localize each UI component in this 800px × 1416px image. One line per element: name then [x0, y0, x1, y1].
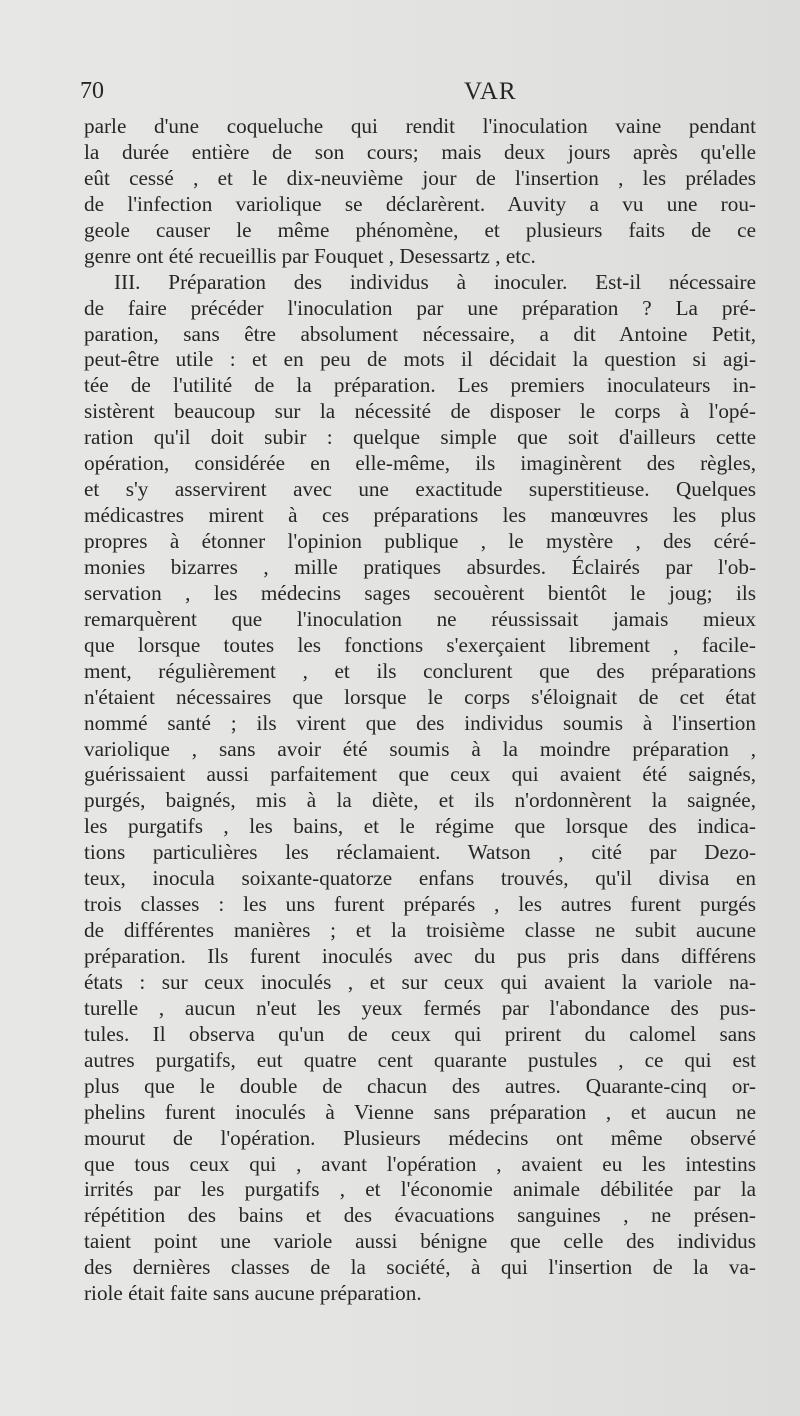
text-line: irrités par les purgatifs , et l'économie animale débilitée par la: [84, 1177, 756, 1202]
text-line: geole causer le même phénomène, et plusieurs faits de ce: [84, 217, 756, 242]
text-line: riole était faite sans aucune préparation.: [84, 1281, 422, 1306]
text-line: des dernières classes de la société, à qui l'insertion de la va-: [84, 1255, 756, 1280]
text-line: eût cessé , et le dix-neuvième jour de l'insertion , les prélades: [84, 165, 756, 190]
text-line: opération, considérée en elle-même, ils imaginèrent des règles,: [84, 451, 756, 476]
page-number: 70: [80, 78, 104, 104]
body-text: [84, 114, 756, 1307]
text-line: genre ont été recueillis par Fouquet , Desessartz , etc.: [84, 243, 536, 268]
running-head: VAR: [464, 78, 517, 105]
text-line: propres à étonner l'opinion publique , le mystère , des céré-: [84, 529, 756, 553]
text-line: parle d'une coqueluche qui rendit l'inoculation vaine pendant: [84, 114, 756, 138]
text-line: de différentes manières ; et la troisième classe ne subit aucune: [84, 918, 756, 943]
section-heading-line: III. Préparation des individus à inoculer. Est-il nécessaire: [114, 269, 756, 294]
text-line: peut-être utile : et en peu de mots il décidait la question si agi-: [84, 347, 756, 372]
text-line: servation , les médecins sages secouèrent bientôt le joug; ils: [84, 580, 756, 605]
text-line: que tous ceux qui , avant l'opération , avaient eu les intestins: [84, 1151, 756, 1176]
text-line: préparation. Ils furent inoculés avec du pus pris dans différens: [84, 944, 756, 968]
text-line: trois classes : les uns furent préparés , les autres furent purgés: [84, 892, 756, 917]
text-line: ment, régulièrement , et ils conclurent que des préparations: [84, 658, 756, 683]
text-line: phelins furent inoculés à Vienne sans préparation , et aucun ne: [84, 1099, 756, 1124]
text-line: que lorsque toutes les fonctions s'exerçaient librement , facile-: [84, 632, 756, 657]
text-line: la durée entière de son cours; mais deux jours après qu'elle: [84, 139, 756, 164]
text-line: de faire précéder l'inoculation par une préparation ? La pré-: [84, 295, 756, 320]
text-line: mourut de l'opération. Plusieurs médecins ont même observé: [84, 1125, 756, 1150]
text-line: turelle , aucun n'eut les yeux fermés par l'abondance des pus-: [84, 995, 756, 1020]
text-line: médicastres mirent à ces préparations les manœuvres les plus: [84, 503, 756, 528]
text-line: remarquèrent que l'inoculation ne réussissait jamais mieux: [84, 606, 756, 631]
text-line: teux, inocula soixante-quatorze enfans trouvés, qu'il divisa en: [84, 866, 756, 891]
text-line: purgés, baignés, mis à la diète, et ils n'ordonnèrent la saignée,: [84, 788, 756, 813]
text-line: tules. Il observa qu'un de ceux qui prirent du calomel sans: [84, 1021, 756, 1046]
text-line: états : sur ceux inoculés , et sur ceux qui avaient la variole na-: [84, 969, 756, 994]
text-line: les purgatifs , les bains, et le régime que lorsque des indica-: [84, 814, 756, 839]
page-header: [80, 78, 755, 114]
text-line: n'étaient nécessaires que lorsque le corps s'éloignait de cet état: [84, 684, 756, 709]
text-line: paration, sans être absolument nécessaire, a dit Antoine Petit,: [84, 321, 756, 346]
text-line: monies bizarres , mille pratiques absurdes. Éclairés par l'ob-: [84, 554, 756, 579]
text-line: tée de l'utilité de la préparation. Les premiers inoculateurs in-: [84, 373, 756, 398]
text-line: tions particulières les réclamaient. Watson , cité par Dezo-: [84, 840, 756, 865]
text-line: variolique , sans avoir été soumis à la moindre préparation ,: [84, 736, 756, 761]
text-line: taient point une variole aussi bénigne que celle des individus: [84, 1229, 756, 1254]
text-line: sistèrent beaucoup sur la nécessité de disposer le corps à l'opé-: [84, 399, 756, 424]
text-line: répétition des bains et des évacuations sanguines , ne présen-: [84, 1203, 756, 1228]
text-line: nommé santé ; ils virent que des individus soumis à l'insertion: [84, 710, 756, 735]
text-line: autres purgatifs, eut quatre cent quarante pustules , ce qui est: [84, 1047, 756, 1072]
text-line: ration qu'il doit subir : quelque simple que soit d'ailleurs cette: [84, 425, 756, 450]
text-line: guérissaient aussi parfaitement que ceux qui avaient été saignés,: [84, 762, 756, 787]
text-line: et s'y asservirent avec une exactitude superstitieuse. Quelques: [84, 477, 756, 502]
text-line: plus que le double de chacun des autres. Quarante-cinq or-: [84, 1073, 756, 1098]
text-line: de l'infection variolique se déclarèrent. Auvity a vu une rou-: [84, 191, 756, 216]
